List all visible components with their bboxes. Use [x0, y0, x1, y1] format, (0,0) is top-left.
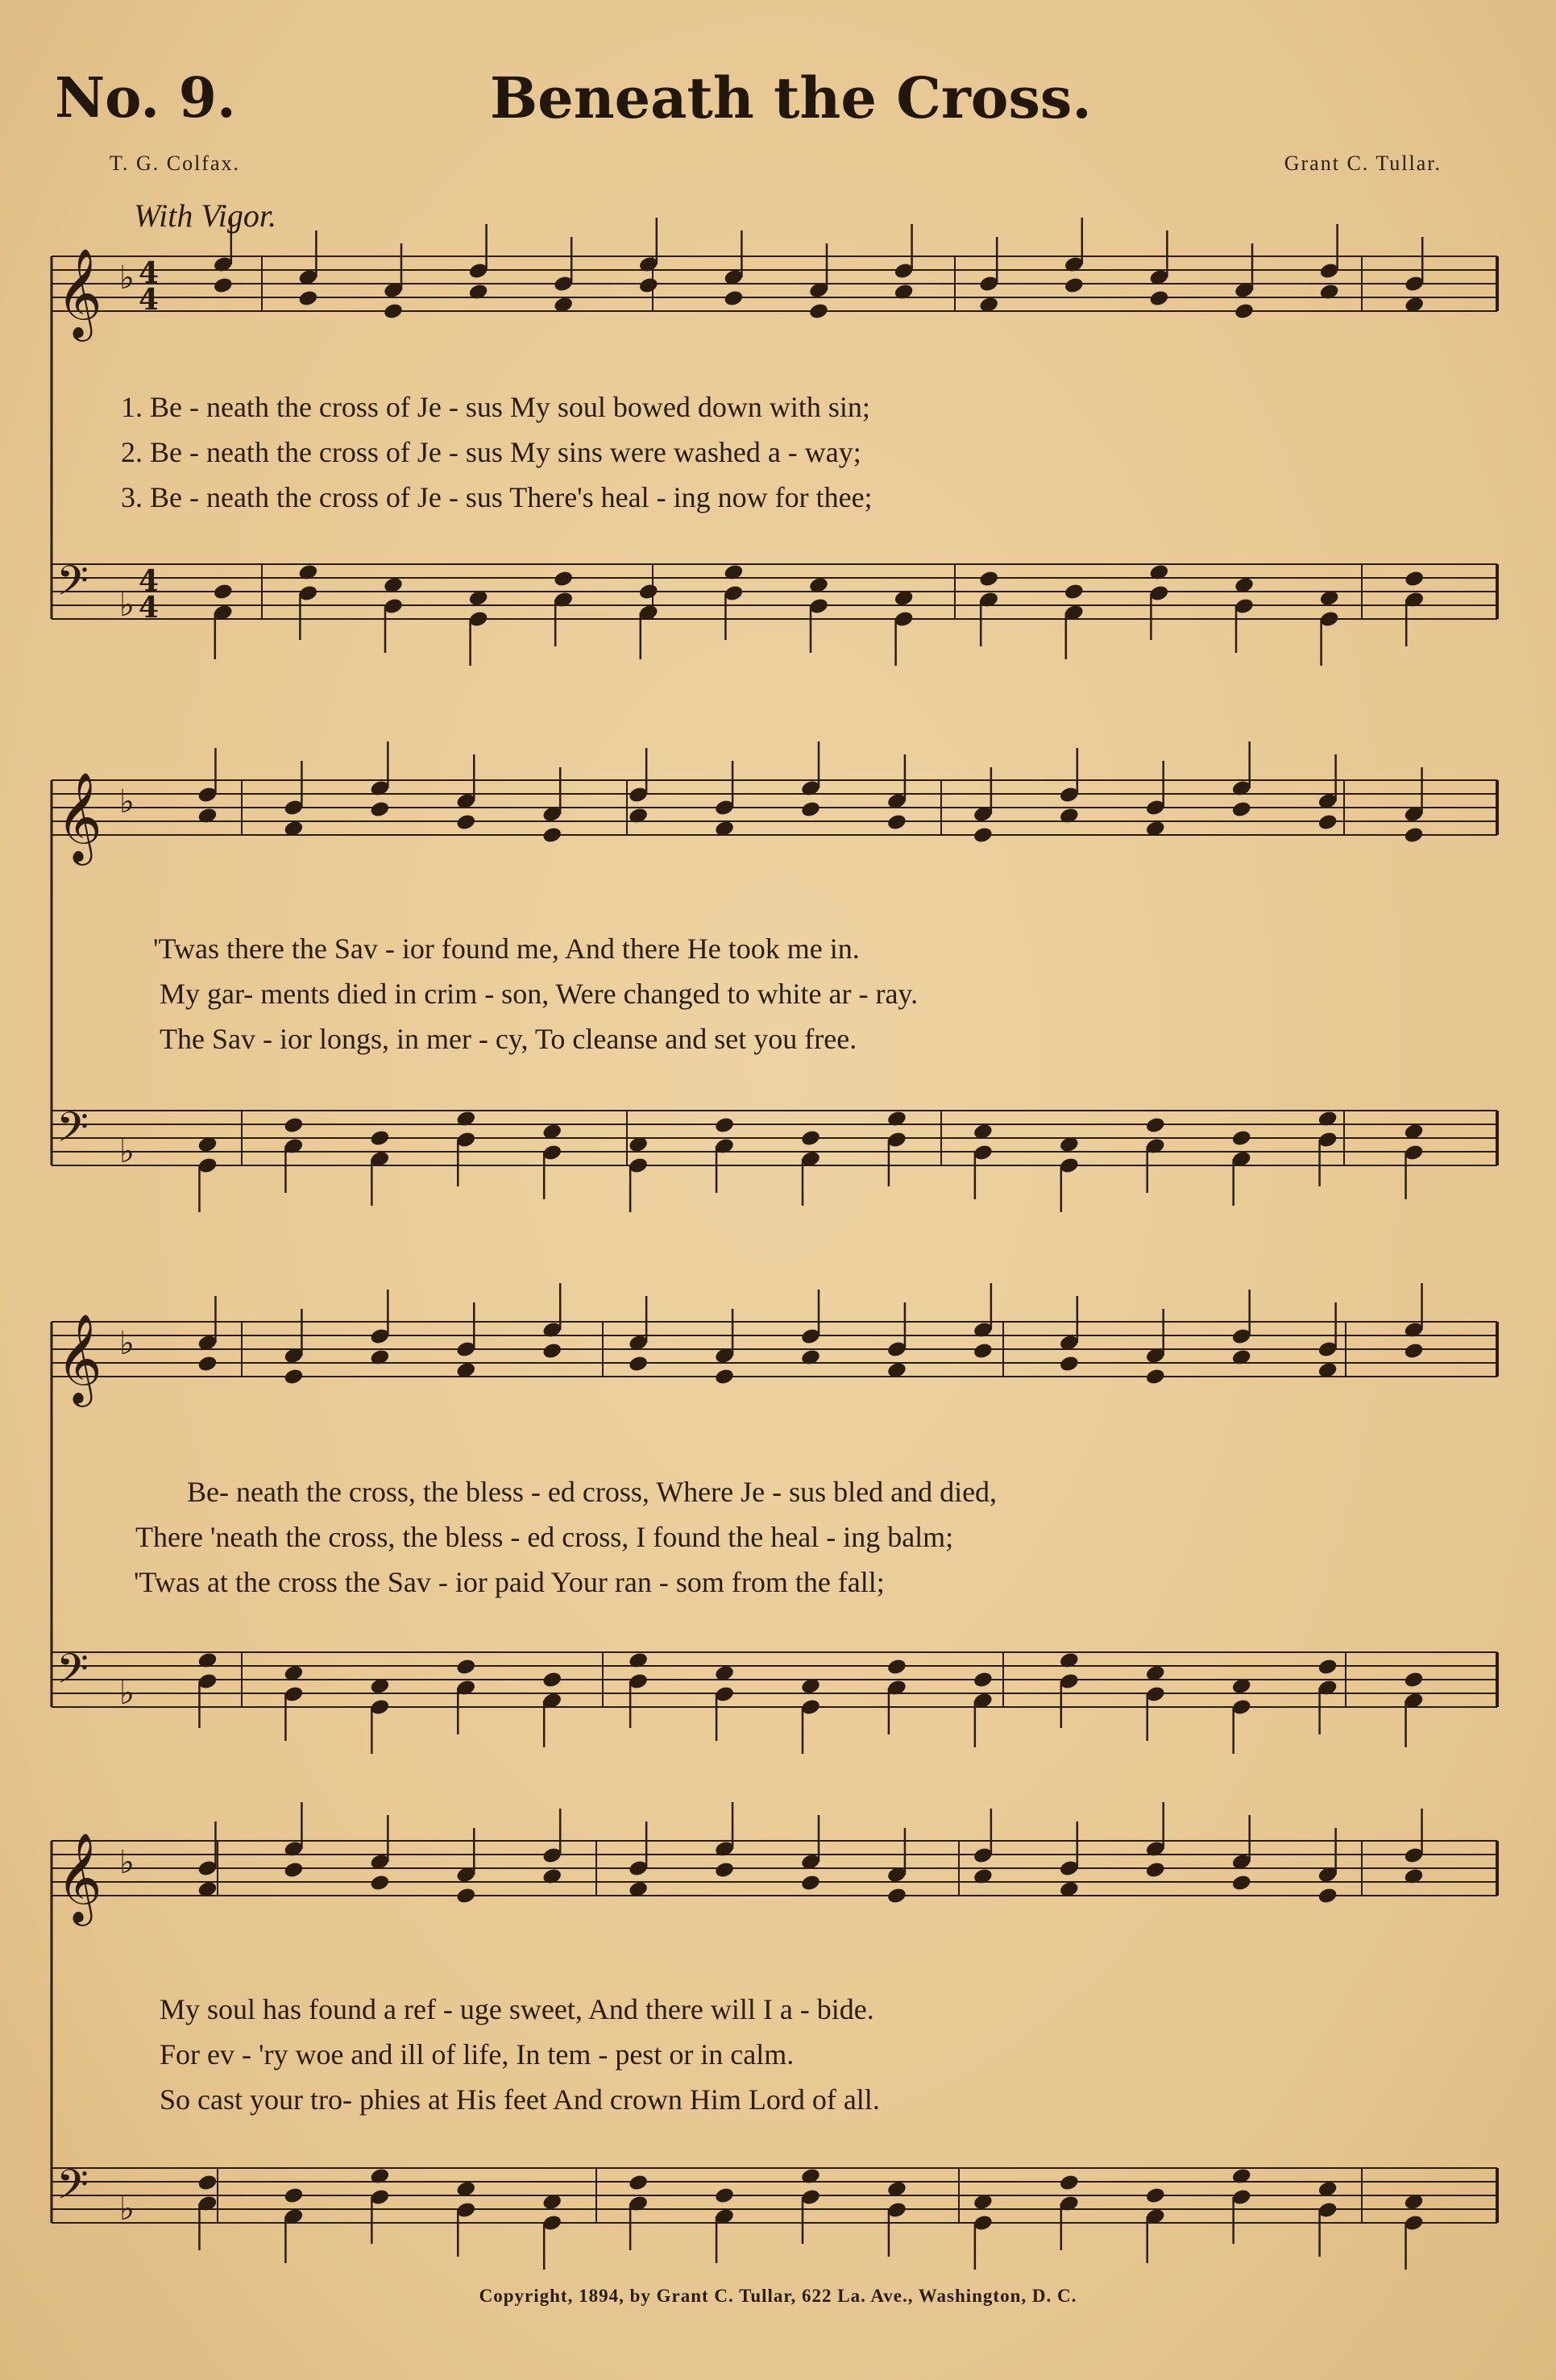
- lyric-line: 3. Be - neath the cross of Je - sus There's heal - ing now for thee;: [121, 481, 873, 513]
- tempo-marking: With Vigor.: [134, 197, 277, 234]
- note-head: [1317, 1658, 1338, 1676]
- note-head: [283, 2187, 304, 2205]
- flat-icon: ♭: [119, 1675, 135, 1712]
- note-head: [1059, 2174, 1080, 2192]
- note-head: [628, 1355, 649, 1373]
- note-head: [808, 302, 829, 321]
- time-signature: 4: [139, 591, 160, 625]
- hymn-title: Beneath the Cross.: [490, 64, 1092, 131]
- treble-clef-icon: 𝄞: [56, 1832, 102, 1922]
- lyric-line: 'Twas at the cross the Sav - ior paid Your ran - som from the fall;: [134, 1566, 885, 1598]
- lyric-line: 'Twas there the Sav - ior found me, And there He took me in.: [153, 932, 860, 965]
- flat-icon: ♭: [119, 1325, 135, 1362]
- note-head: [886, 1887, 907, 1905]
- note-head: [1234, 302, 1255, 321]
- note-head: [1059, 1355, 1080, 1373]
- note-head: [714, 1116, 735, 1135]
- note-head: [553, 570, 574, 588]
- note-head: [1145, 1116, 1166, 1135]
- note-head: [886, 813, 907, 832]
- note-head: [714, 1861, 735, 1879]
- note-head: [369, 1129, 390, 1148]
- note-head: [455, 1887, 476, 1905]
- lyric-line: 1. Be - neath the cross of Je - sus My soul bowed down with sin;: [121, 391, 870, 423]
- note-head: [1317, 813, 1338, 832]
- note-head: [213, 583, 234, 601]
- note-head: [1403, 1671, 1424, 1689]
- note-head: [800, 1874, 821, 1892]
- bass-clef-icon: 𝄢: [56, 2160, 89, 2219]
- note-head: [213, 276, 234, 295]
- lyric-line: Be- neath the cross, the bless - ed cross, Where Je - sus bled and died,: [187, 1476, 998, 1508]
- time-signature: 4: [139, 564, 160, 598]
- note-head: [1317, 1887, 1338, 1905]
- note-head: [638, 276, 659, 295]
- note-head: [800, 800, 821, 819]
- note-head: [714, 1368, 735, 1386]
- note-head: [197, 2174, 218, 2192]
- note-head: [1064, 276, 1085, 295]
- bass-clef-icon: 𝄢: [56, 1644, 89, 1703]
- note-head: [973, 826, 994, 845]
- note-head: [283, 1116, 304, 1135]
- note-head: [1145, 2187, 1166, 2205]
- note-head: [1148, 289, 1169, 308]
- flat-icon: ♭: [119, 587, 135, 624]
- note-head: [973, 1671, 994, 1689]
- note-head: [800, 1129, 821, 1148]
- note-head: [1064, 583, 1085, 601]
- note-head: [197, 1355, 218, 1373]
- flat-icon: ♭: [119, 260, 135, 297]
- note-head: [978, 570, 999, 588]
- note-head: [369, 1874, 390, 1892]
- time-signature: 4: [139, 256, 160, 290]
- note-head: [369, 800, 390, 819]
- note-head: [1231, 800, 1252, 819]
- note-head: [541, 826, 562, 845]
- note-head: [541, 1671, 562, 1689]
- note-head: [1231, 1874, 1252, 1892]
- flat-icon: ♭: [119, 2191, 135, 2228]
- note-head: [628, 2174, 649, 2192]
- time-signature: 4: [139, 283, 160, 317]
- lyric-line: The Sav - ior longs, in mer - cy, To cleanse and set you free.: [160, 1023, 857, 1055]
- note-head: [283, 1368, 304, 1386]
- note-head: [1145, 1861, 1166, 1879]
- lyric-line: For ev - 'ry woe and ill of life, In tem - pest or in calm.: [160, 2038, 795, 2071]
- treble-clef-icon: 𝄞: [56, 247, 102, 338]
- hymn-number: No. 9.: [55, 66, 236, 131]
- lyric-line: There 'neath the cross, the bless - ed cross, I found the heal - ing balm;: [135, 1521, 954, 1553]
- note-head: [638, 583, 659, 601]
- flat-icon: ♭: [119, 1844, 135, 1881]
- lyric-line: 2. Be - neath the cross of Je - sus My sins were washed a - way;: [121, 436, 861, 468]
- bass-clef-icon: 𝄢: [56, 556, 89, 615]
- treble-clef-icon: 𝄞: [56, 1313, 102, 1403]
- note-head: [455, 1658, 476, 1676]
- note-head: [886, 1658, 907, 1676]
- copyright-notice: Copyright, 1894, by Grant C. Tullar, 622 La. Ave., Washington, D. C.: [479, 2286, 1077, 2306]
- note-head: [723, 289, 744, 308]
- note-head: [283, 1861, 304, 1879]
- flat-icon: ♭: [119, 1133, 135, 1170]
- note-head: [383, 302, 404, 321]
- note-head: [541, 1342, 562, 1360]
- note-head: [714, 2187, 735, 2205]
- note-head: [1403, 1342, 1424, 1360]
- flat-icon: ♭: [119, 783, 135, 820]
- lyric-line: So cast your tro- phies at His feet And crown Him Lord of all.: [160, 2083, 880, 2116]
- lyric-line: My gar- ments died in crim - son, Were changed to white ar - ray.: [160, 978, 919, 1010]
- lyric-line: My soul has found a ref - uge sweet, And there will I a - bide.: [160, 1993, 874, 2025]
- note-head: [455, 813, 476, 832]
- treble-clef-icon: 𝄞: [56, 771, 102, 862]
- note-head: [1404, 570, 1425, 588]
- note-head: [1145, 1368, 1166, 1386]
- note-head: [1231, 1129, 1252, 1148]
- note-head: [297, 289, 318, 308]
- note-head: [973, 1342, 994, 1360]
- note-head: [1403, 826, 1424, 845]
- lyricist-credit: T. G. Colfax.: [110, 152, 240, 175]
- bass-clef-icon: 𝄢: [56, 1103, 89, 1161]
- composer-credit: Grant C. Tullar.: [1284, 152, 1442, 175]
